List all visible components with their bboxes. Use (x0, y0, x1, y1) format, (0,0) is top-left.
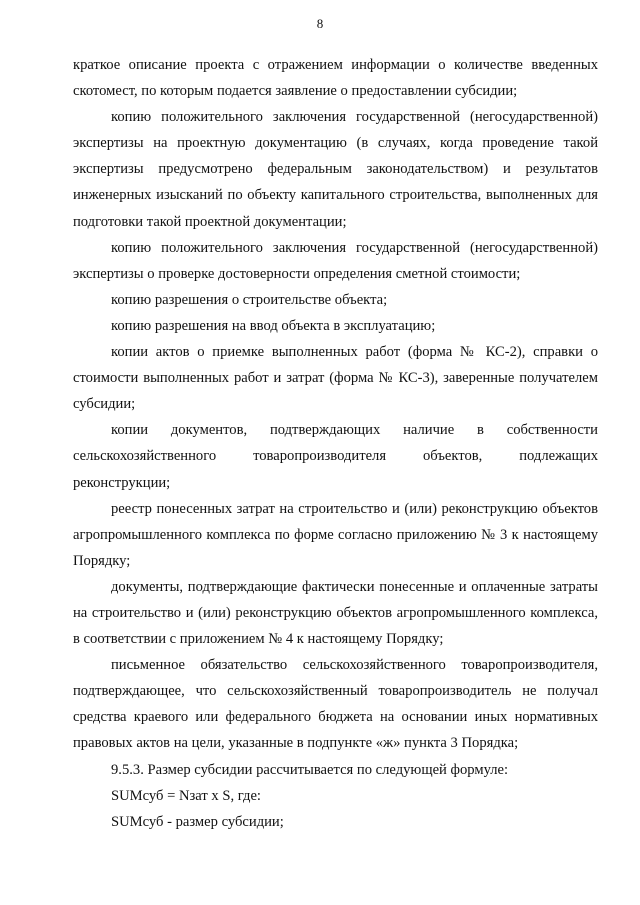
paragraph-expertise-estimate: копию положительного заключения государственной (негосударственной) экспертизы о проверке достоверности определения сметной стоимости; (73, 239, 598, 282)
paragraph-commissioning-permit: копию разрешения на ввод объекта в эксплуатацию; (111, 317, 436, 334)
paragraph-formula-definition: SUMсуб - размер субсидии; (111, 813, 284, 830)
paragraph-formula: SUMсуб = Nзат x S, где: (111, 787, 261, 804)
page-number: 8 (316, 16, 324, 31)
paragraph-subsidy-formula-intro: 9.5.3. Размер субсидии рассчитывается по следующей формуле: (111, 761, 509, 778)
paragraph-expense-register: реестр понесенных затрат на строительство и (или) реконструкцию объектов агропромышленного комплекса по форме согласно приложению № 3 к настоящему Порядку; (73, 500, 598, 569)
paragraph-expertise-project-docs: копию положительного заключения государственной (негосударственной) экспертизы на проектную документацию (в случаях, когда проведение такой экспертизы предусмотрено федеральным законодательством) и результатов инженерных изысканий по объекту капитального строительства, выполненных для подготовки такой проектной документации; (73, 109, 598, 230)
paragraph-ownership-documents: копии документов, подтверждающих наличие в собственности сельскохозяйственного товаропроизводителя объектов, подлежащих реконструкции; (73, 422, 598, 491)
paragraph-construction-permit: копию разрешения о строительстве объекта; (111, 291, 388, 308)
paragraph-project-description: краткое описание проекта с отражением информации о количестве введенных скотомест, по которым подается заявление о предоставлении субсидии; (73, 57, 598, 100)
paragraph-payment-documents: документы, подтверждающие фактически понесенные и оплаченные затраты на строительство и (или) реконструкцию объектов агропромышленного комплекса, в соответствии с приложением № 4 к настоящему Порядку; (73, 578, 598, 648)
paragraph-acceptance-acts: копии актов о приемке выполненных работ (форма № КС-2), справки о стоимости выполненных работ и затрат (форма № КС-3), заверенные получателем субсидии; (73, 344, 598, 413)
paragraph-written-obligation: письменное обязательство сельскохозяйственного товаропроизводителя, подтверждающее, что сельскохозяйственный товаропроизводитель не получал средства краевого или федерального бюджета на основании иных нормативных правовых актов на цели, указанные в подпункте «ж» пункта 3 Порядка; (73, 657, 598, 752)
